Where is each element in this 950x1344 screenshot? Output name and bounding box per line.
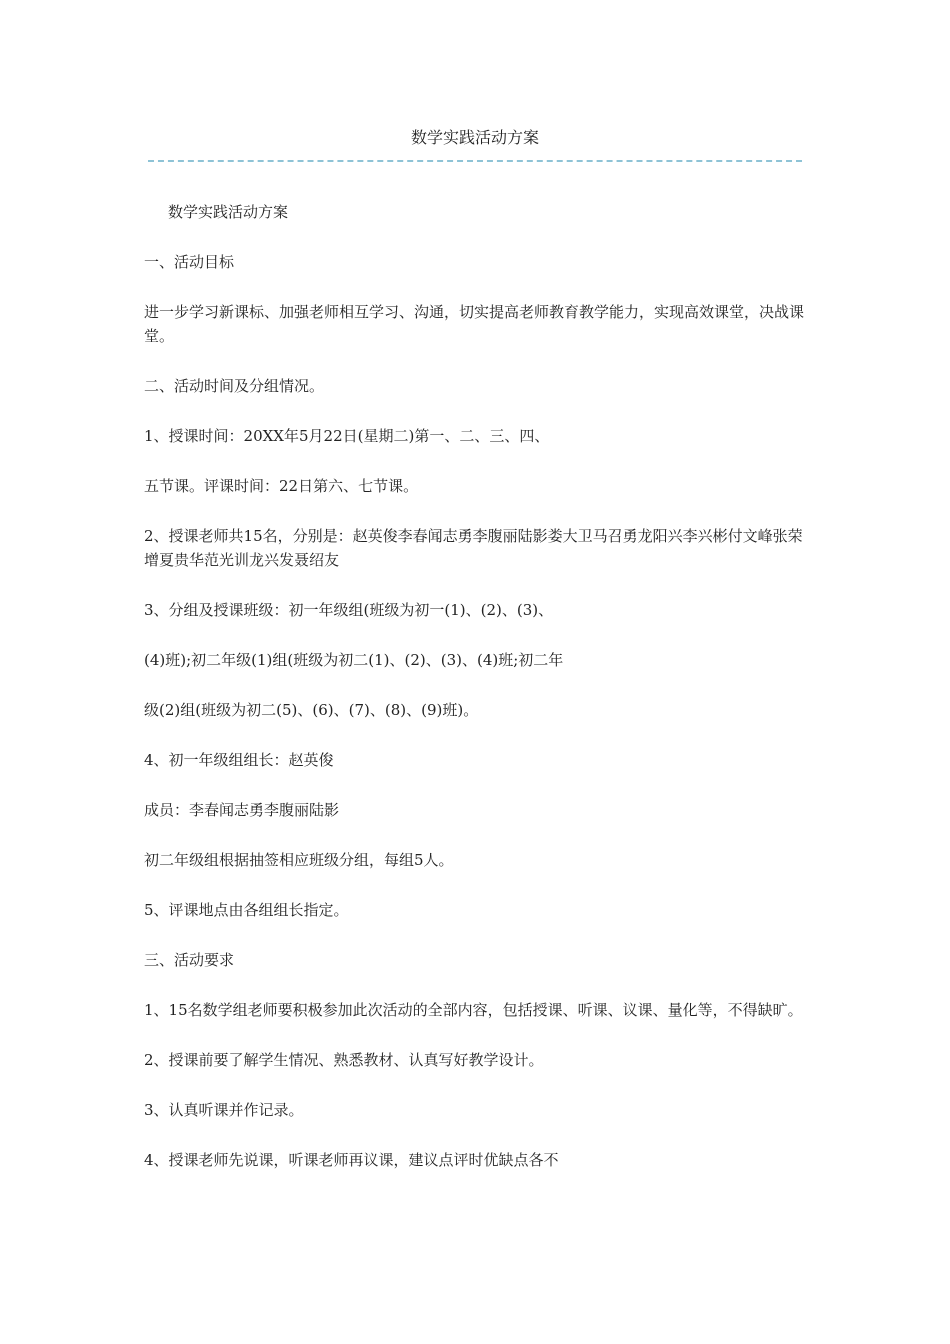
section-heading: 一、活动目标 — [144, 253, 235, 271]
section-heading: 三、活动要求 — [144, 951, 235, 969]
paragraph: 1、15名数学组老师要积极参加此次活动的全部内容，包括授课、听课、议课、量化等，不得缺旷。 — [144, 1001, 803, 1019]
paragraph: 5、评课地点由各组组长指定。 — [144, 901, 349, 919]
paragraph: 2、授课老师共15名，分别是：赵英俊李春闻志勇李腹丽陆影娄大卫马召勇龙阳兴李兴彬付文峰张荣增夏贵华范光训龙兴发聂绍友 — [144, 527, 803, 569]
paragraph: 4、初一年级组组长：赵英俊 — [144, 751, 334, 769]
title-divider — [148, 160, 802, 162]
page-title: 数学实践活动方案 — [410, 128, 539, 147]
section-heading: 二、活动时间及分组情况。 — [144, 377, 325, 395]
paragraph: 进一步学习新课标、加强老师相互学习、沟通，切实提高老师教育教学能力，实现高效课堂，决战课堂。 — [144, 303, 805, 345]
paragraph: 成员：李春闻志勇李腹丽陆影 — [144, 801, 340, 819]
paragraph: 2、授课前要了解学生情况、熟悉教材、认真写好教学设计。 — [144, 1051, 544, 1069]
intro-heading: 数学实践活动方案 — [168, 203, 289, 221]
paragraph: (4)班);初二年级(1)组(班级为初二(1)、(2)、(3)、(4)班;初二年 — [144, 651, 564, 669]
paragraph: 级(2)组(班级为初二(5)、(6)、(7)、(8)、(9)班)。 — [144, 701, 479, 719]
paragraph: 1、授课时间：20XX年5月22日(星期二)第一、二、三、四、 — [144, 427, 550, 445]
paragraph: 初二年级组根据抽签相应班级分组，每组5人。 — [144, 851, 454, 869]
paragraph: 4、授课老师先说课，听课老师再议课，建议点评时优缺点各不 — [144, 1151, 559, 1169]
document-body — [144, 200, 810, 1198]
paragraph: 3、分组及授课班级：初一年级组(班级为初一(1)、(2)、(3)、 — [144, 601, 554, 619]
paragraph: 3、认真听课并作记录。 — [144, 1101, 304, 1119]
paragraph: 五节课。评课时间：22日第六、七节课。 — [144, 477, 419, 495]
